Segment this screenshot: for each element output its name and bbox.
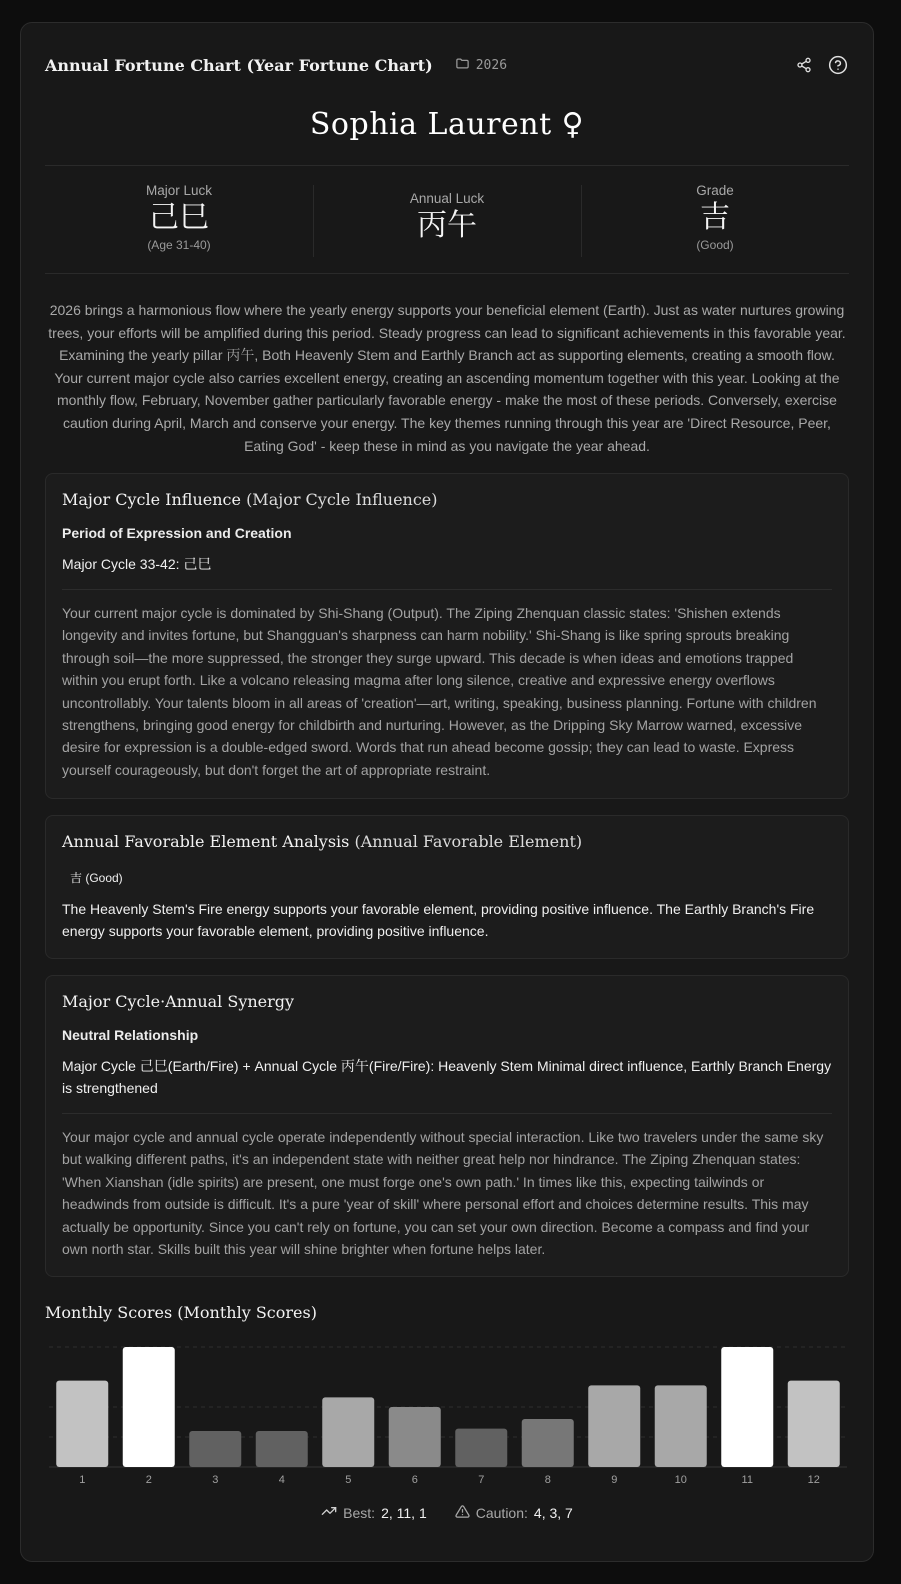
x-tick-label: 3	[212, 1474, 219, 1485]
bar-month-3[interactable]	[189, 1431, 241, 1467]
bar-month-8[interactable]	[522, 1419, 574, 1467]
bar-month-2[interactable]	[123, 1347, 175, 1467]
folder-icon	[455, 56, 470, 75]
annual-luck-stat	[313, 183, 581, 261]
bar-month-6[interactable]	[389, 1407, 441, 1467]
major-cycle-range: Major Cycle 33-42: 己巳	[62, 556, 212, 572]
annual-luck-value: 丙午	[417, 208, 477, 243]
trending-up-icon	[321, 1503, 337, 1522]
major-luck-sub: (Age 31-40)	[147, 238, 211, 252]
bar-month-12[interactable]	[788, 1381, 840, 1467]
favorable-element-section	[45, 815, 849, 959]
divider	[45, 273, 849, 274]
caution-label: Caution:	[475, 1504, 528, 1521]
divider	[62, 1113, 832, 1114]
year-chip	[455, 56, 507, 75]
major-luck-stat	[45, 183, 313, 261]
bar-month-4[interactable]	[256, 1431, 308, 1467]
x-tick-label: 11	[741, 1474, 753, 1485]
monthly-title-paren: (Monthly Scores)	[177, 1303, 317, 1322]
major-cycle-section	[45, 473, 849, 799]
x-tick-label: 12	[807, 1474, 820, 1485]
section-title-text: Annual Favorable Element Analysis	[62, 832, 350, 851]
best-label: Best:	[343, 1504, 376, 1521]
page-title: Annual Fortune Chart (Year Fortune Chart)	[45, 55, 433, 75]
grade-sub: (Good)	[696, 238, 734, 252]
best-value: 2, 11, 1	[381, 1504, 427, 1521]
section-body: The Heavenly Stem's Fire energy supports your favorable element, providing positive influence. The Earthly Branch's Fire energy supports your favorable element, providing positive influence.	[62, 901, 815, 939]
annual-fortune-card	[20, 22, 874, 1562]
grade-stat	[581, 183, 849, 261]
bar-month-5[interactable]	[322, 1397, 374, 1467]
caution-months	[455, 1503, 573, 1522]
luck-stats	[45, 183, 849, 261]
monthly-scores-chart	[45, 1339, 851, 1485]
section-title	[62, 832, 832, 851]
divider	[62, 589, 832, 590]
intro-paragraph: 2026 brings a harmonious flow where the yearly energy supports your beneficial element (Earth). Just as water nurtures growing trees, your efforts will be amplified during this period. Steady progress can lead to significant achievements in this favorable year. Examining the yearly pillar 丙午, Both Heavenly Stem and Earthly Branch act as supporting elements, creating a smooth flow. Your current major cycle also carries excellent energy, creating an ascending momentum together with this year. Looking at the monthly flow, February, November gather particularly favorable energy - make the most of these periods. Conversely, exercise caution during April, March and conserve your energy. The key themes running through this year are 'Direct Resource, Peer, Eating God' - keep these in mind as you navigate the year ahead.	[48, 302, 846, 454]
monthly-title-text: Monthly Scores	[45, 1303, 173, 1322]
synergy-section	[45, 975, 849, 1277]
help-circle-icon[interactable]	[827, 54, 849, 76]
x-tick-label: 6	[411, 1474, 418, 1485]
bar-month-1[interactable]	[56, 1381, 108, 1467]
x-tick-label: 2	[145, 1474, 152, 1485]
bar-month-9[interactable]	[588, 1385, 640, 1467]
divider	[45, 165, 849, 166]
x-tick-label: 1	[79, 1474, 86, 1485]
grade-value: 吉	[700, 200, 730, 235]
x-tick-label: 8	[544, 1474, 551, 1485]
caution-value: 4, 3, 7	[533, 1504, 573, 1521]
monthly-summary	[21, 1503, 873, 1522]
profile-name: Sophia Laurent ♀	[309, 107, 585, 142]
bar-month-10[interactable]	[655, 1385, 707, 1467]
year-label: 2026	[475, 57, 508, 73]
section-subtitle: Period of Expression and Creation	[62, 525, 292, 541]
synergy-detail: Major Cycle 己巳(Earth/Fire) + Annual Cycle 丙午(Fire/Fire): Heavenly Stem Minimal direct influence, Earthly Branch Energy is strengthened	[62, 1058, 832, 1096]
section-title-paren: (Major Cycle Influence)	[246, 490, 438, 509]
share-icon[interactable]	[793, 54, 815, 76]
section-title-paren: (Annual Favorable Element)	[354, 832, 583, 851]
header-actions	[793, 54, 849, 76]
x-tick-label: 5	[345, 1474, 352, 1485]
grade-label: Grade	[696, 183, 734, 198]
major-luck-value: 己巳	[149, 200, 209, 235]
warning-icon	[455, 1504, 470, 1522]
x-tick-label: 4	[278, 1474, 285, 1485]
x-tick-label: 7	[478, 1474, 485, 1485]
x-tick-label: 9	[611, 1474, 618, 1485]
monthly-scores-title	[45, 1303, 317, 1322]
section-title: Major Cycle·Annual Synergy	[62, 992, 295, 1011]
x-tick-label: 10	[674, 1474, 687, 1485]
card-header	[45, 53, 849, 77]
annual-luck-label: Annual Luck	[409, 191, 485, 206]
section-body: Your current major cycle is dominated by Shi-Shang (Output). The Ziping Zhenquan classic states: 'Shishen extends longevity and invites fortune, but Shangguan's sharpness can harm nobility.' Shi-Shang is like spring sprouts breaking through soil—the more suppressed, the stronger they surge upward. This decade is when ideas and emotions trapped within you erupt forth. Like a volcano releasing magma after long silence, creative and expressive energy overflows uncontrollably. Your talents bloom in all areas of 'creation'—art, writing, speaking, business planning. Fortune with children strengthens, bringing good energy for childbirth and nurturing. However, as the Dripping Sky Marrow warned, excessive desire for expression is a double-edged sword. Words that run ahead become gossip; they can lead to waste. Express yourself courageously, but don't forget the art of appropriate restraint.	[62, 605, 817, 778]
grade-badge: 吉 (Good)	[70, 871, 123, 885]
section-title-text: Major Cycle Influence	[62, 490, 241, 509]
bar-month-11[interactable]	[721, 1347, 773, 1467]
section-title	[62, 490, 832, 509]
bar-month-7[interactable]	[455, 1429, 507, 1467]
major-luck-label: Major Luck	[145, 183, 213, 198]
section-subtitle: Neutral Relationship	[62, 1027, 199, 1043]
best-months	[321, 1503, 427, 1522]
section-body: Your major cycle and annual cycle operate independently without special interaction. Like two travelers under the same sky but walking different paths, it's an independent state with neither great help nor hindrance. The Ziping Zhenquan states: 'When Xianshan (idle spirits) are present, one must forge one's own path.' In times like this, expecting tailwinds or headwinds from outside is difficult. It's a pure 'year of skill' where personal effort and choices determine results. This may actually be opportunity. Since you can't rely on fortune, you can set your own direction. Become a compass and find your own north star. Skills built this year will shine brighter when fortune helps later.	[62, 1129, 824, 1258]
